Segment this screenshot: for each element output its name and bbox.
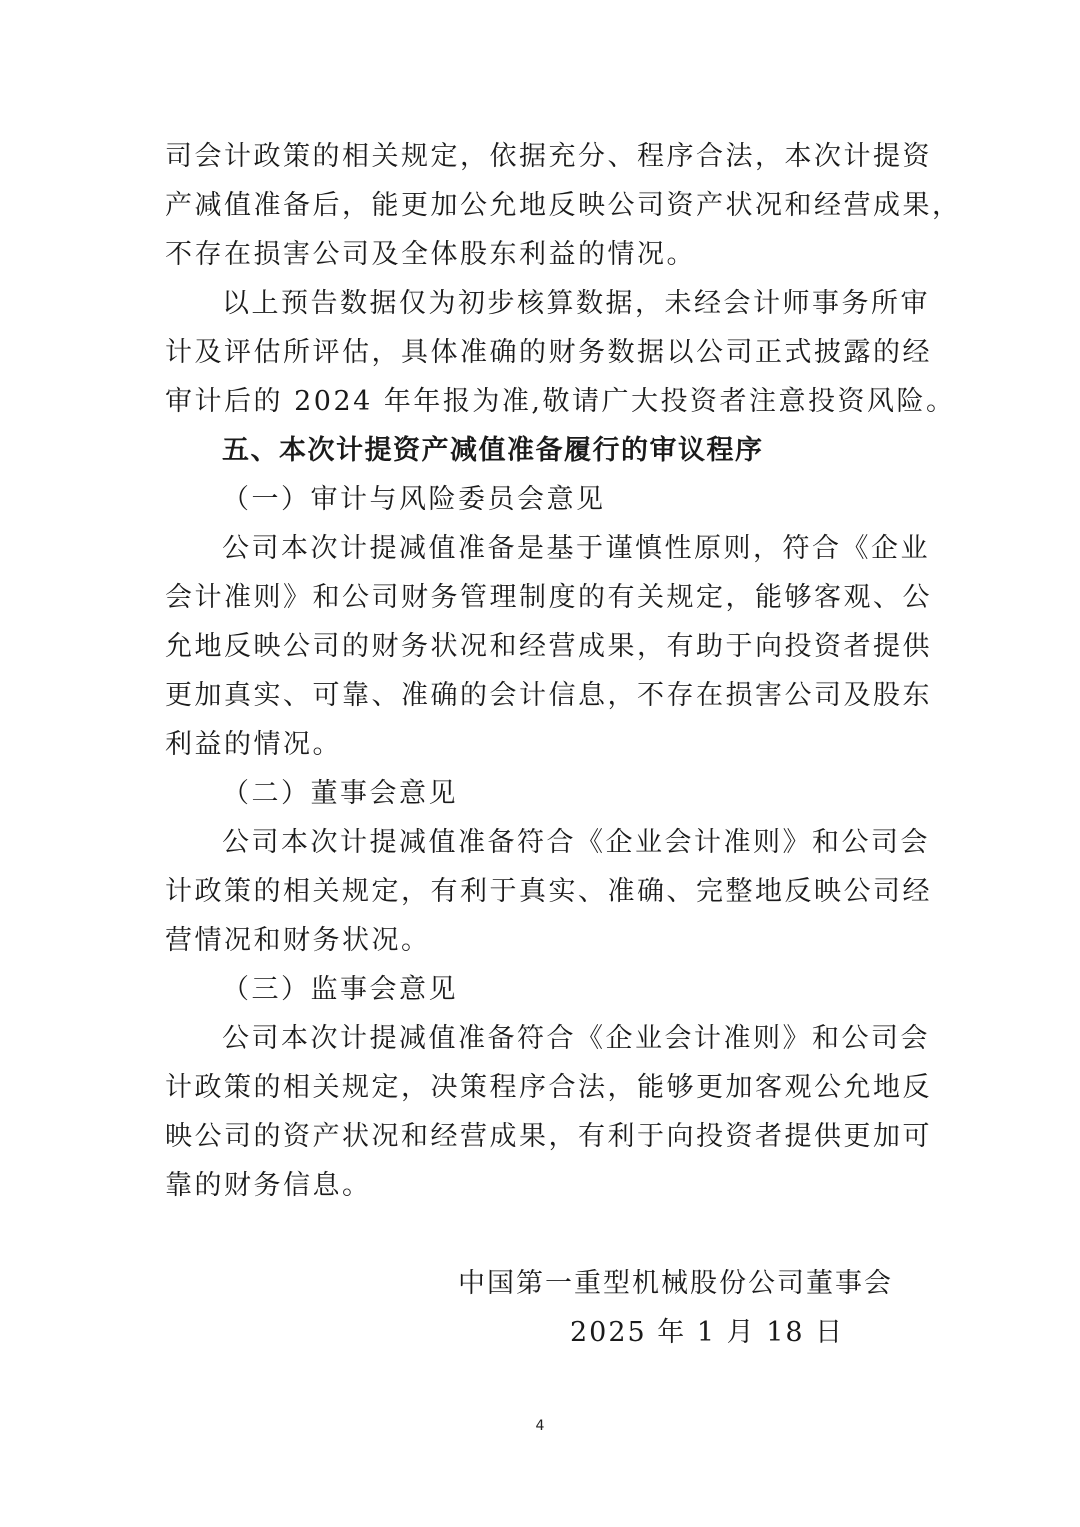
paragraph-line: 审计后的 2024 年年报为准,敬请广大投资者注意投资风险。 [165,386,956,417]
paragraph-line: 计政策的相关规定，决策程序合法，能够更加客观公允地反 [165,1072,932,1103]
paragraph-line: 公司本次计提减值准备是基于谨慎性原则，符合《企业 [222,533,930,564]
paragraph-line: 产减值准备后，能更加公允地反映公司资产状况和经营成果， [165,190,962,221]
paragraph-line: 不存在损害公司及全体股东利益的情况。 [165,239,696,270]
paragraph-line: 计政策的相关规定，有利于真实、准确、完整地反映公司经 [165,876,932,907]
paragraph-line: 计及评估所评估，具体准确的财务数据以公司正式披露的经 [165,337,932,368]
paragraph-line: 映公司的资产状况和经营成果，有利于向投资者提供更加可 [165,1121,932,1152]
subsection-title: （三）监事会意见 [222,974,458,1005]
paragraph-line: 靠的财务信息。 [165,1170,372,1201]
paragraph-line: 允地反映公司的财务状况和经营成果，有助于向投资者提供 [165,631,932,662]
paragraph-line: 利益的情况。 [165,729,342,760]
subsection-title: （一）审计与风险委员会意见 [222,484,606,515]
paragraph-line: 会计准则》和公司财务管理制度的有关规定，能够客观、公 [165,582,932,613]
signature-date: 2025 年 1 月 18 日 [570,1317,845,1348]
paragraph-line: 更加真实、可靠、准确的会计信息，不存在损害公司及股东 [165,680,932,711]
paragraph-line: 以上预告数据仅为初步核算数据，未经会计师事务所审 [222,288,930,319]
subsection-title: （二）董事会意见 [222,778,458,809]
paragraph-line: 营情况和财务状况。 [165,925,431,956]
page-number: 4 [535,1418,545,1434]
paragraph-line: 公司本次计提减值准备符合《企业会计准则》和公司会 [222,827,930,858]
paragraph-line: 司会计政策的相关规定，依据充分、程序合法，本次计提资 [165,141,932,172]
section-heading: 五、本次计提资产减值准备履行的审议程序 [222,435,764,466]
paragraph-line: 公司本次计提减值准备符合《企业会计准则》和公司会 [222,1023,930,1054]
signature-company: 中国第一重型机械股份公司董事会 [458,1268,893,1299]
